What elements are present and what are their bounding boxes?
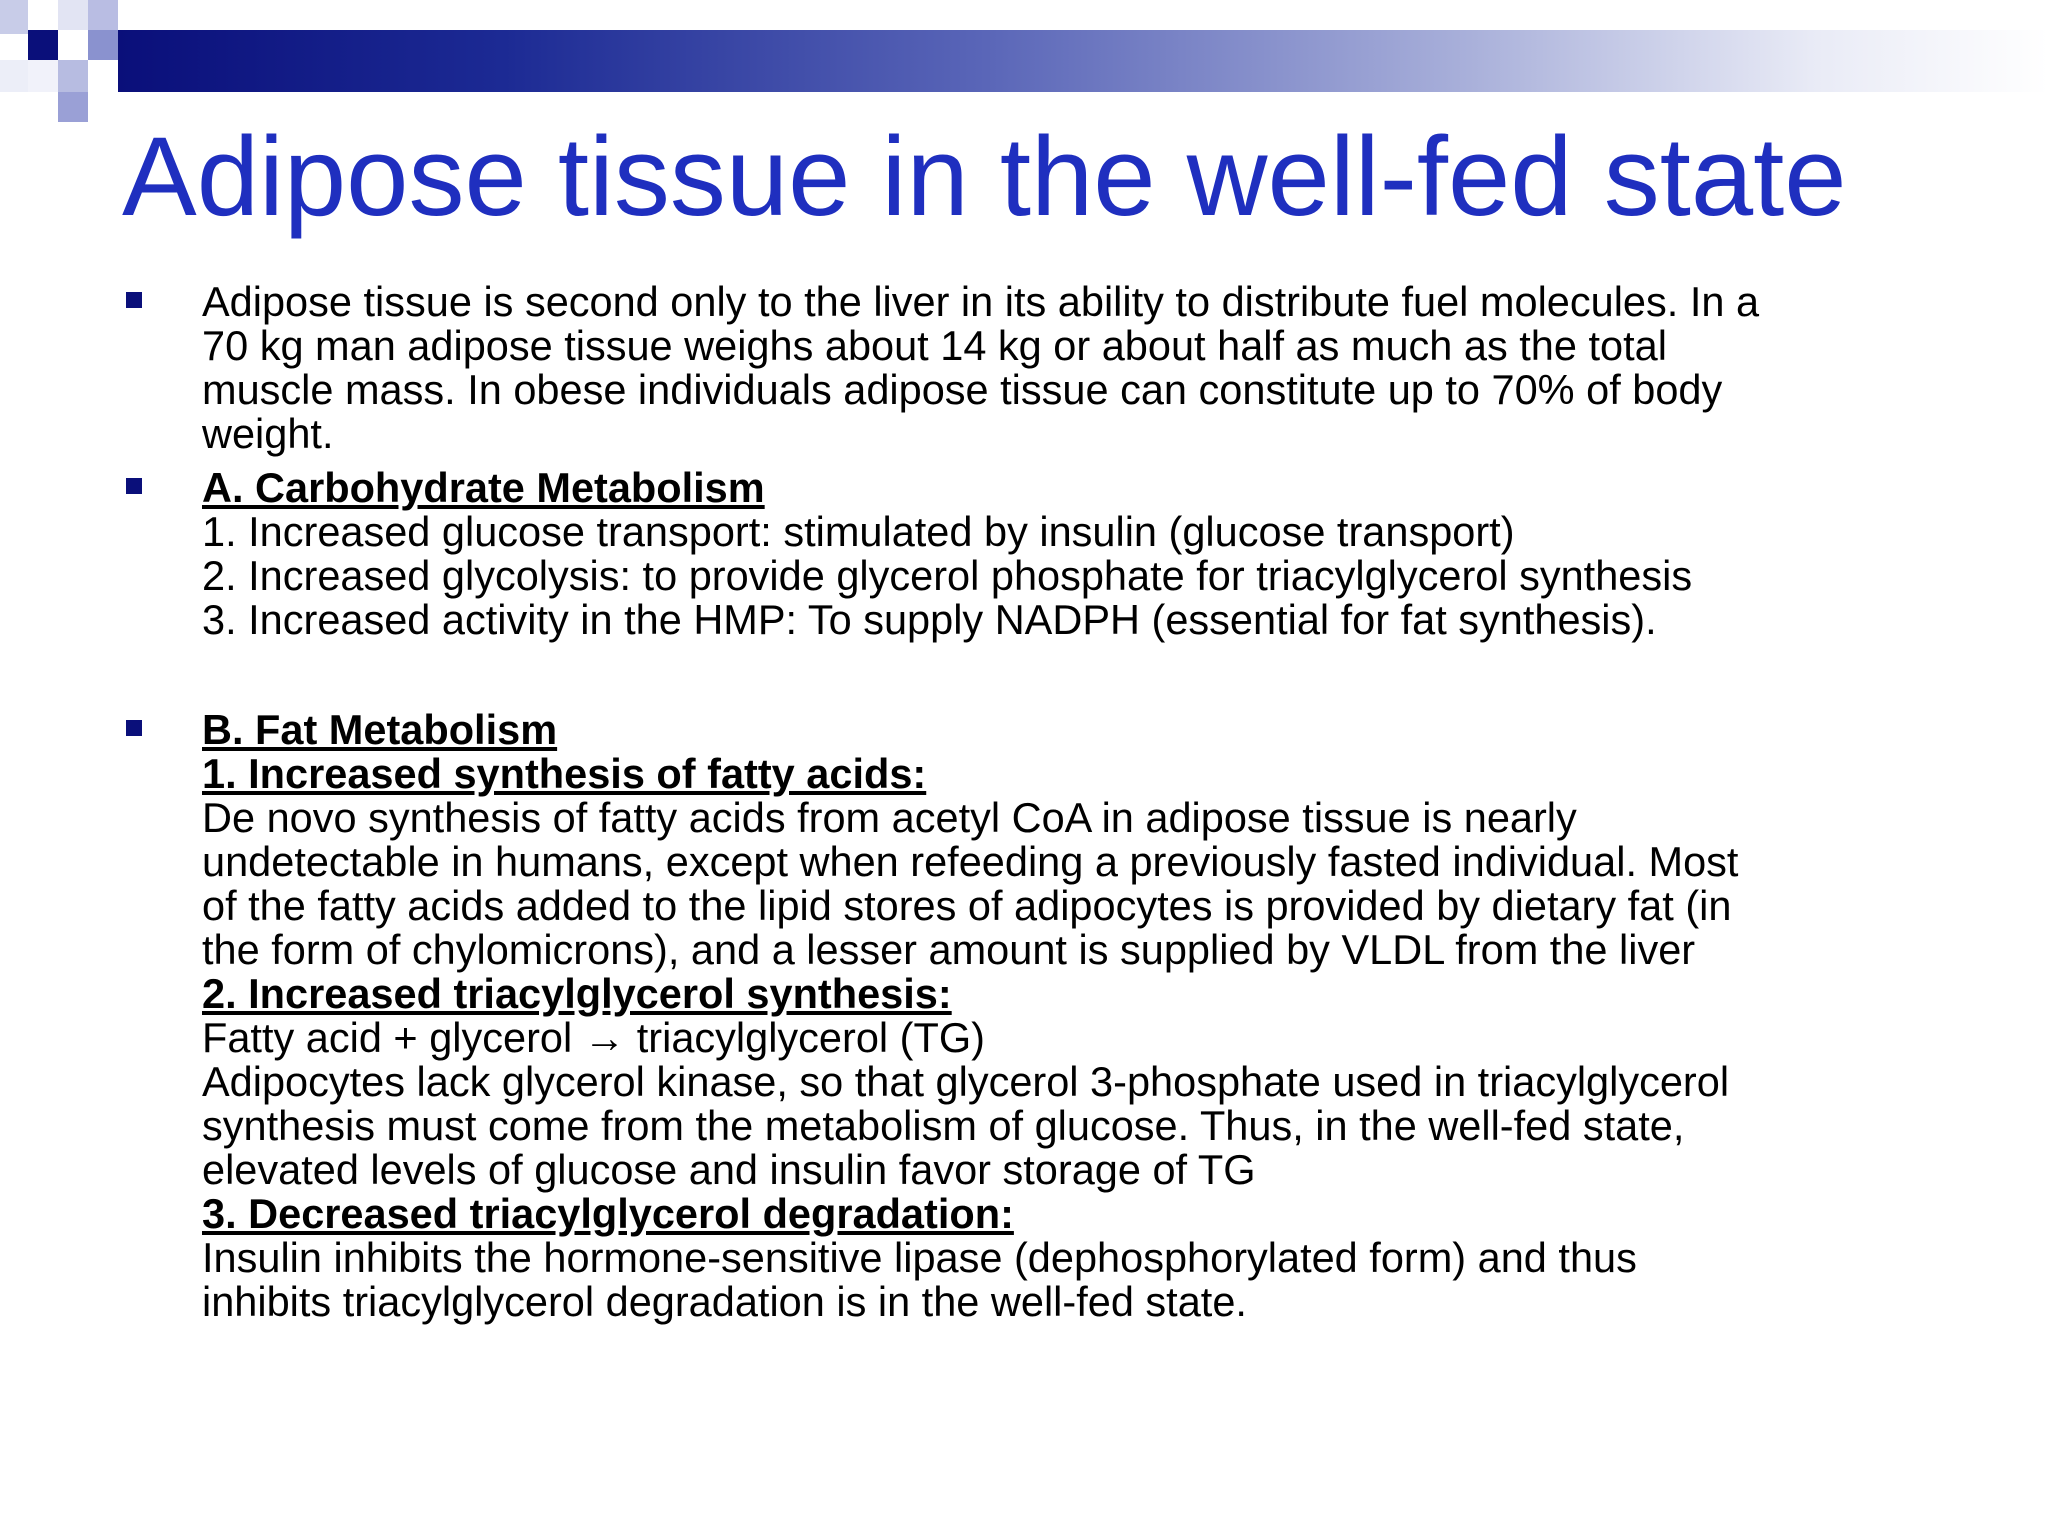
subsection-heading: 3. Decreased triacylglycerol degradation:	[202, 1190, 1014, 1237]
bullet-text-line: Adipose tissue is second only to the liver in its ability to distribute fuel molecules. In a	[202, 278, 1760, 325]
header-decor-square	[58, 60, 88, 92]
bullet-text-line: 70 kg man adipose tissue weighs about 14 kg or about half as much as the total	[202, 322, 1667, 369]
bullet-text-line: inhibits triacylglycerol degradation is in the well-fed state.	[202, 1278, 1247, 1325]
bullet-text-line: the form of chylomicrons), and a lesser amount is supplied by VLDL from the liver	[202, 926, 1696, 973]
slide-title: Adipose tissue in the well-fed state	[122, 114, 1847, 239]
bullet-list	[122, 280, 1922, 1324]
header-decor-square	[88, 30, 118, 60]
bullet-text-line: undetectable in humans, except when refeeding a previously fasted individual. Most	[202, 838, 1739, 885]
bullet-text-line: De novo synthesis of fatty acids from acetyl CoA in adipose tissue is nearly	[202, 794, 1577, 841]
header-decor-square	[58, 92, 88, 122]
bullet-text-line: Adipocytes lack glycerol kinase, so that glycerol 3-phosphate used in triacylglycerol	[202, 1058, 1730, 1105]
header-decor-square	[58, 0, 88, 30]
section-heading: A. Carbohydrate Metabolism	[202, 464, 765, 511]
bullet-text-line: 1. Increased glucose transport: stimulated by insulin (glucose transport)	[202, 508, 1515, 555]
subsection-heading: 2. Increased triacylglycerol synthesis:	[202, 970, 952, 1017]
bullet-text-line: weight.	[202, 410, 334, 457]
bullet-text-line: 3. Increased activity in the HMP: To supply NADPH (essential for fat synthesis).	[202, 596, 1657, 643]
bullet-text-line: Fatty acid + glycerol → triacylglycerol (TG)	[202, 1014, 985, 1061]
square-bullet-icon	[126, 720, 142, 736]
bullet-text-line: 2. Increased glycolysis: to provide glycerol phosphate for triacylglycerol synthesis	[202, 552, 1693, 599]
header-decor-square	[0, 0, 28, 34]
square-bullet-icon	[126, 292, 142, 308]
section-heading: B. Fat Metabolism	[202, 706, 558, 753]
bullet-text-line: muscle mass. In obese individuals adipose tissue can constitute up to 70% of body	[202, 366, 1723, 413]
header-decor-square	[28, 30, 58, 60]
bullet-text-line: synthesis must come from the metabolism of glucose. Thus, in the well-fed state,	[202, 1102, 1685, 1149]
header-decor-square	[88, 0, 118, 30]
bullet-item-intro	[122, 280, 1922, 456]
bullet-text-line: Insulin inhibits the hormone-sensitive lipase (dephosphorylated form) and thus	[202, 1234, 1637, 1281]
square-bullet-icon	[126, 478, 142, 494]
header-decor-square	[28, 60, 58, 92]
bullet-item-fat	[122, 708, 1922, 1324]
bullet-text-line: elevated levels of glucose and insulin favor storage of TG	[202, 1146, 1256, 1193]
subsection-heading: 1. Increased synthesis of fatty acids:	[202, 750, 927, 797]
header-gradient-bar	[118, 30, 2048, 92]
bullet-item-carbohydrate	[122, 466, 1922, 642]
bullet-text-line: of the fatty acids added to the lipid stores of adipocytes is provided by dietary fat (in	[202, 882, 1732, 929]
header-decor-square	[0, 60, 28, 92]
